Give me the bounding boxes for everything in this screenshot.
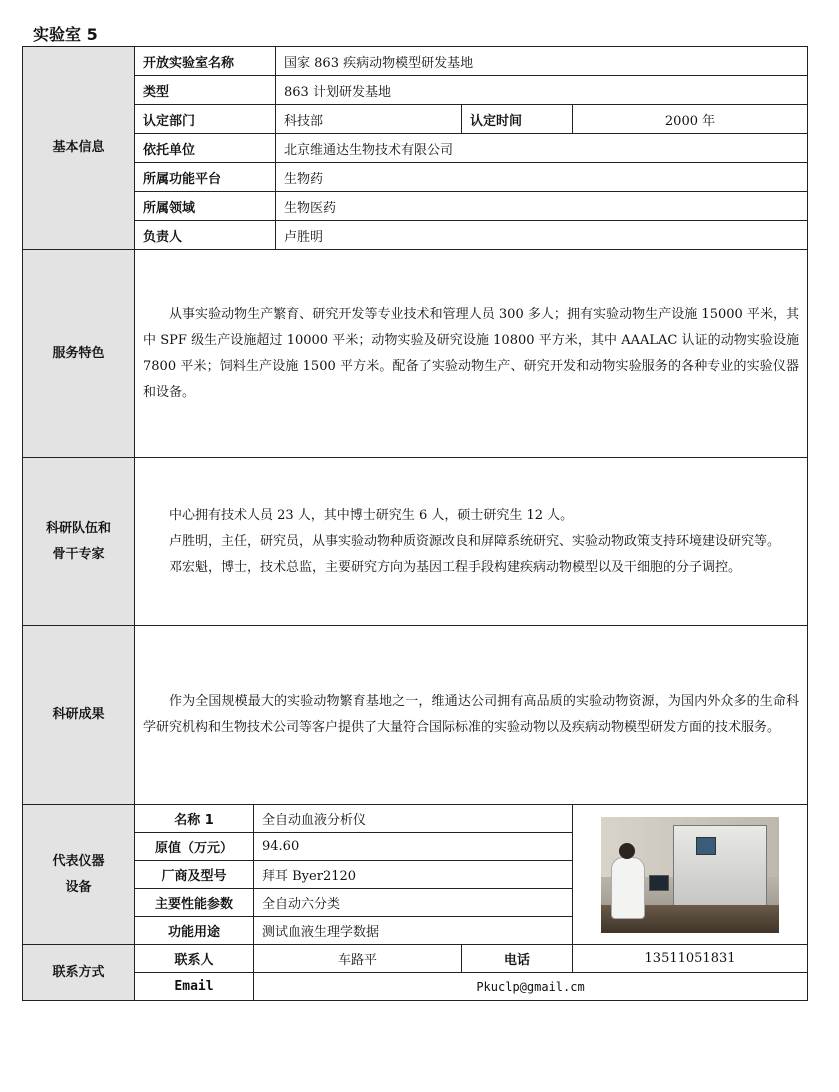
team-section: [23, 458, 135, 626]
technician-figure: [611, 857, 645, 919]
team-text-cell: [135, 458, 808, 626]
results-text: 作为全国规模最大的实验动物繁育基地之一，维通达公司拥有高品质的实验动物资源，为国内外众多的生命科学研究机构和生物技术公司等客户提供了大量符合国际标准的实验动物以及疾病动物模型研发方面的技术服务。: [143, 694, 800, 735]
team-paragraph-2: 卢胜明，主任，研究员，从事实验动物种质资源改良和屏障系统研究、实验动物政策支持环境建设研究等。: [169, 533, 781, 549]
time-value: 2000 年: [573, 105, 808, 134]
equip-spec-value: 全自动六分类: [254, 889, 573, 917]
equip-name-label: 名称 1: [135, 805, 254, 833]
page-title: 实验室 5: [33, 25, 98, 44]
equip-price-label: 原值（万元）: [135, 833, 254, 861]
equipment-section-line2: 设备: [65, 879, 92, 895]
dept-label: 认定部门: [135, 105, 276, 134]
equip-price-value: 94.60: [254, 833, 573, 861]
equipment-photo: [601, 817, 779, 933]
contact-person-value: 车路平: [254, 945, 462, 973]
lab-name-label: 开放实验室名称: [135, 47, 276, 76]
phone-label: 电话: [462, 945, 573, 973]
service-text-cell: [135, 250, 808, 458]
contact-section: 联系方式: [23, 945, 135, 1001]
email-value[interactable]: Pkuclp@gmail.cm: [254, 973, 808, 1001]
org-label: 依托单位: [135, 134, 276, 163]
platform-value: 生物药: [276, 163, 808, 192]
equip-maker-value: 拜耳 Byer2120: [254, 861, 573, 889]
service-section: 服务特色: [23, 250, 135, 458]
service-text: 从事实验动物生产繁育、研究开发等专业技术和管理人员 300 多人；拥有实验动物生产设施 15000 平米，其中 SPF 级生产设施超过 10000 平米；动物实验及研究设施 10800 平方米，其中 AAALAC 认证的动物实验设施 7800 平米；饲料生产设施 1500 平方米。配备了实验动物生产、研究开发和动物实验服务的各种专业的实验仪器和设备。: [143, 306, 800, 400]
equip-spec-label: 主要性能参数: [135, 889, 254, 917]
results-section: 科研成果: [23, 626, 135, 805]
field-value: 生物医药: [276, 192, 808, 221]
email-label: Email: [135, 973, 254, 1001]
dept-value: 科技部: [276, 105, 462, 134]
equipment-section: [23, 805, 135, 945]
results-text-cell: [135, 626, 808, 805]
team-section-line1: 科研队伍和: [45, 520, 111, 536]
lab-info-table: [22, 46, 808, 1001]
equip-use-label: 功能用途: [135, 917, 254, 945]
equipment-section-line1: 代表仪器: [52, 853, 105, 869]
head-value: 卢胜明: [276, 221, 808, 250]
field-label: 所属领域: [135, 192, 276, 221]
equip-name-value: 全自动血液分析仪: [254, 805, 573, 833]
platform-label: 所属功能平台: [135, 163, 276, 192]
lab-name-value: 国家 863 疾病动物模型研发基地: [276, 47, 808, 76]
equip-maker-label: 厂商及型号: [135, 861, 254, 889]
equipment-photo-cell: [573, 805, 808, 945]
type-value: 863 计划研发基地: [276, 76, 808, 105]
basic-info-section: 基本信息: [23, 47, 135, 250]
team-paragraph-1: 中心拥有技术人员 23 人，其中博士研究生 6 人，硕士研究生 12 人。: [169, 507, 574, 523]
org-value: 北京维通达生物技术有限公司: [276, 134, 808, 163]
equip-use-value: 测试血液生理学数据: [254, 917, 573, 945]
team-section-line2: 骨干专家: [52, 546, 105, 562]
team-paragraph-3: 邓宏魁，博士，技术总监，主要研究方向为基因工程手段构建疾病动物模型以及干细胞的分子调控。: [169, 559, 742, 575]
time-label: 认定时间: [462, 105, 573, 134]
contact-person-label: 联系人: [135, 945, 254, 973]
phone-value: 13511051831: [573, 945, 808, 973]
type-label: 类型: [135, 76, 276, 105]
head-label: 负责人: [135, 221, 276, 250]
